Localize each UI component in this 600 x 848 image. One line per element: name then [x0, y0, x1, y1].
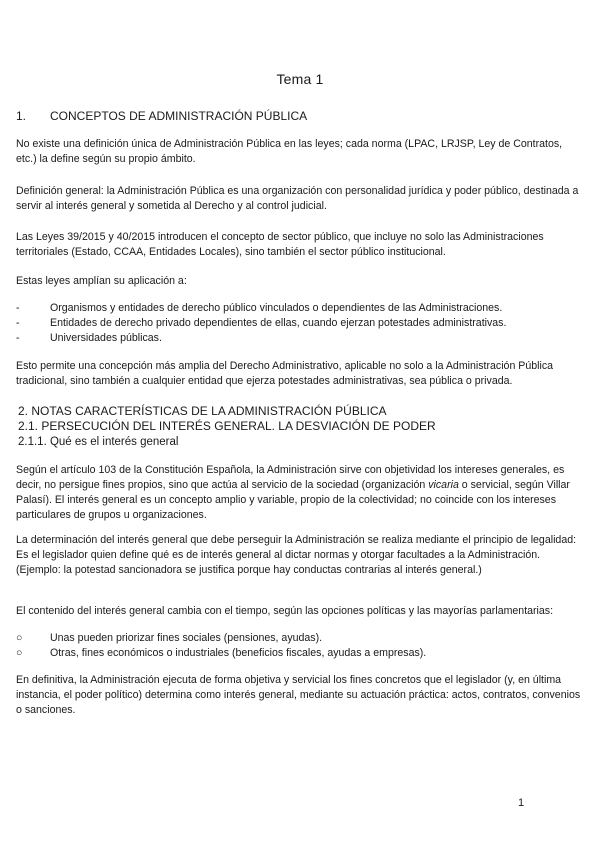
- list-item-text: Entidades de derecho privado dependientes de ellas, cuando ejerzan potestades administrativas.: [50, 317, 507, 329]
- list-item-text: Organismos y entidades de derecho público vinculados o dependientes de las Administraciones.: [50, 302, 503, 314]
- subsection-heading-2-1: 2.1. PERSECUCIÓN DEL INTERÉS GENERAL. LA DESVIACIÓN DE PODER: [18, 419, 436, 433]
- section-heading-2: 2. NOTAS CARACTERÍSTICAS DE LA ADMINISTRACIÓN PÚBLICA: [18, 404, 387, 418]
- paragraph-9: En definitiva, la Administración ejecuta de forma objetiva y servicial los fines concretos que el legislador (y, en última instancia, el poder político) determina como interés general, mediante su actuación práctica: actos, contratos, convenios o sanciones.: [16, 674, 581, 716]
- list-item: [16, 631, 584, 646]
- list-item-text: Universidades públicas.: [50, 332, 162, 344]
- circle-bullet-marker: ○: [16, 647, 23, 659]
- paragraph-7-line-3: (Ejemplo: la potestad sancionadora se justifica porque hay conductas contrarias al interés general.): [16, 564, 482, 576]
- paragraph-2: Definición general: la Administración Pública es una organización con personalidad jurídica y poder público, destinada a servir al interés general y sometida al Derecho y al control judicial.: [16, 185, 579, 212]
- page-number: 1: [518, 797, 525, 809]
- paragraph-6-part-1: Según el artículo 103 de la Constitución Española, la Administración sirve con objetividad los intereses generales, es decir, no persigue fines propios, sino que actúa al servicio de la sociedad (organización: [16, 464, 565, 491]
- list-item: [16, 316, 584, 331]
- list-item-text: Unas pueden priorizar fines sociales (pensiones, ayudas).: [50, 632, 323, 644]
- paragraph-6-part-2: o servicial, según Villar Palasí). El interés general es un concepto amplio y variable, propio de la colectividad; no coincide con los intereses particulares de grupos u organizaciones.: [16, 479, 570, 521]
- section-title: CONCEPTOS DE ADMINISTRACIÓN PÚBLICA: [50, 109, 308, 123]
- list-item: [16, 646, 584, 661]
- bullet-marker: -: [16, 302, 20, 314]
- paragraph-6: [16, 463, 584, 523]
- paragraph-4: Estas leyes amplían su aplicación a:: [16, 275, 187, 287]
- list-item-text: Otras, fines económicos o industriales (beneficios fiscales, ayudas a empresas).: [50, 647, 427, 659]
- bullet-marker: -: [16, 332, 20, 344]
- list-item: [16, 331, 584, 346]
- circle-bullet-marker: ○: [16, 632, 23, 644]
- paragraph-5: Esto permite una concepción más amplia del Derecho Administrativo, aplicable no solo a la Administración Pública tradicional, sino también a cualquier entidad que ejerza potestades administrativas, sea pública o privada.: [16, 360, 554, 387]
- bullet-marker: -: [16, 317, 20, 329]
- section-number: 1.: [16, 109, 27, 123]
- paragraph-1: No existe una definición única de Administración Pública en las leyes; cada norma (LPAC, LRJSP, Ley de Contratos, etc.) la define según su propio ámbito.: [16, 138, 563, 165]
- subsection-heading-2-1-1: 2.1.1. Qué es el interés general: [18, 436, 179, 448]
- paragraph-7-line-1: La determinación del interés general que debe perseguir la Administración se realiza mediante el principio de legalidad:: [16, 534, 577, 546]
- paragraph-7: [16, 533, 584, 578]
- paragraph-8: El contenido del interés general cambia con el tiempo, según las opciones políticas y las mayorías parlamentarias:: [16, 605, 554, 617]
- list-item: [16, 301, 584, 316]
- paragraph-6-italic: vicaria: [428, 479, 459, 491]
- paragraph-3: Las Leyes 39/2015 y 40/2015 introducen el concepto de sector público, que incluye no solo las Administraciones territoriales (Estado, CCAA, Entidades Locales), sino también el sector público institucional.: [16, 231, 544, 258]
- paragraph-7-line-2: Es el legislador quien define qué es de interés general al dictar normas y otorgar facultades a la Administración.: [16, 549, 541, 561]
- section-heading-1: [16, 109, 307, 123]
- document-title: Tema 1: [276, 71, 324, 87]
